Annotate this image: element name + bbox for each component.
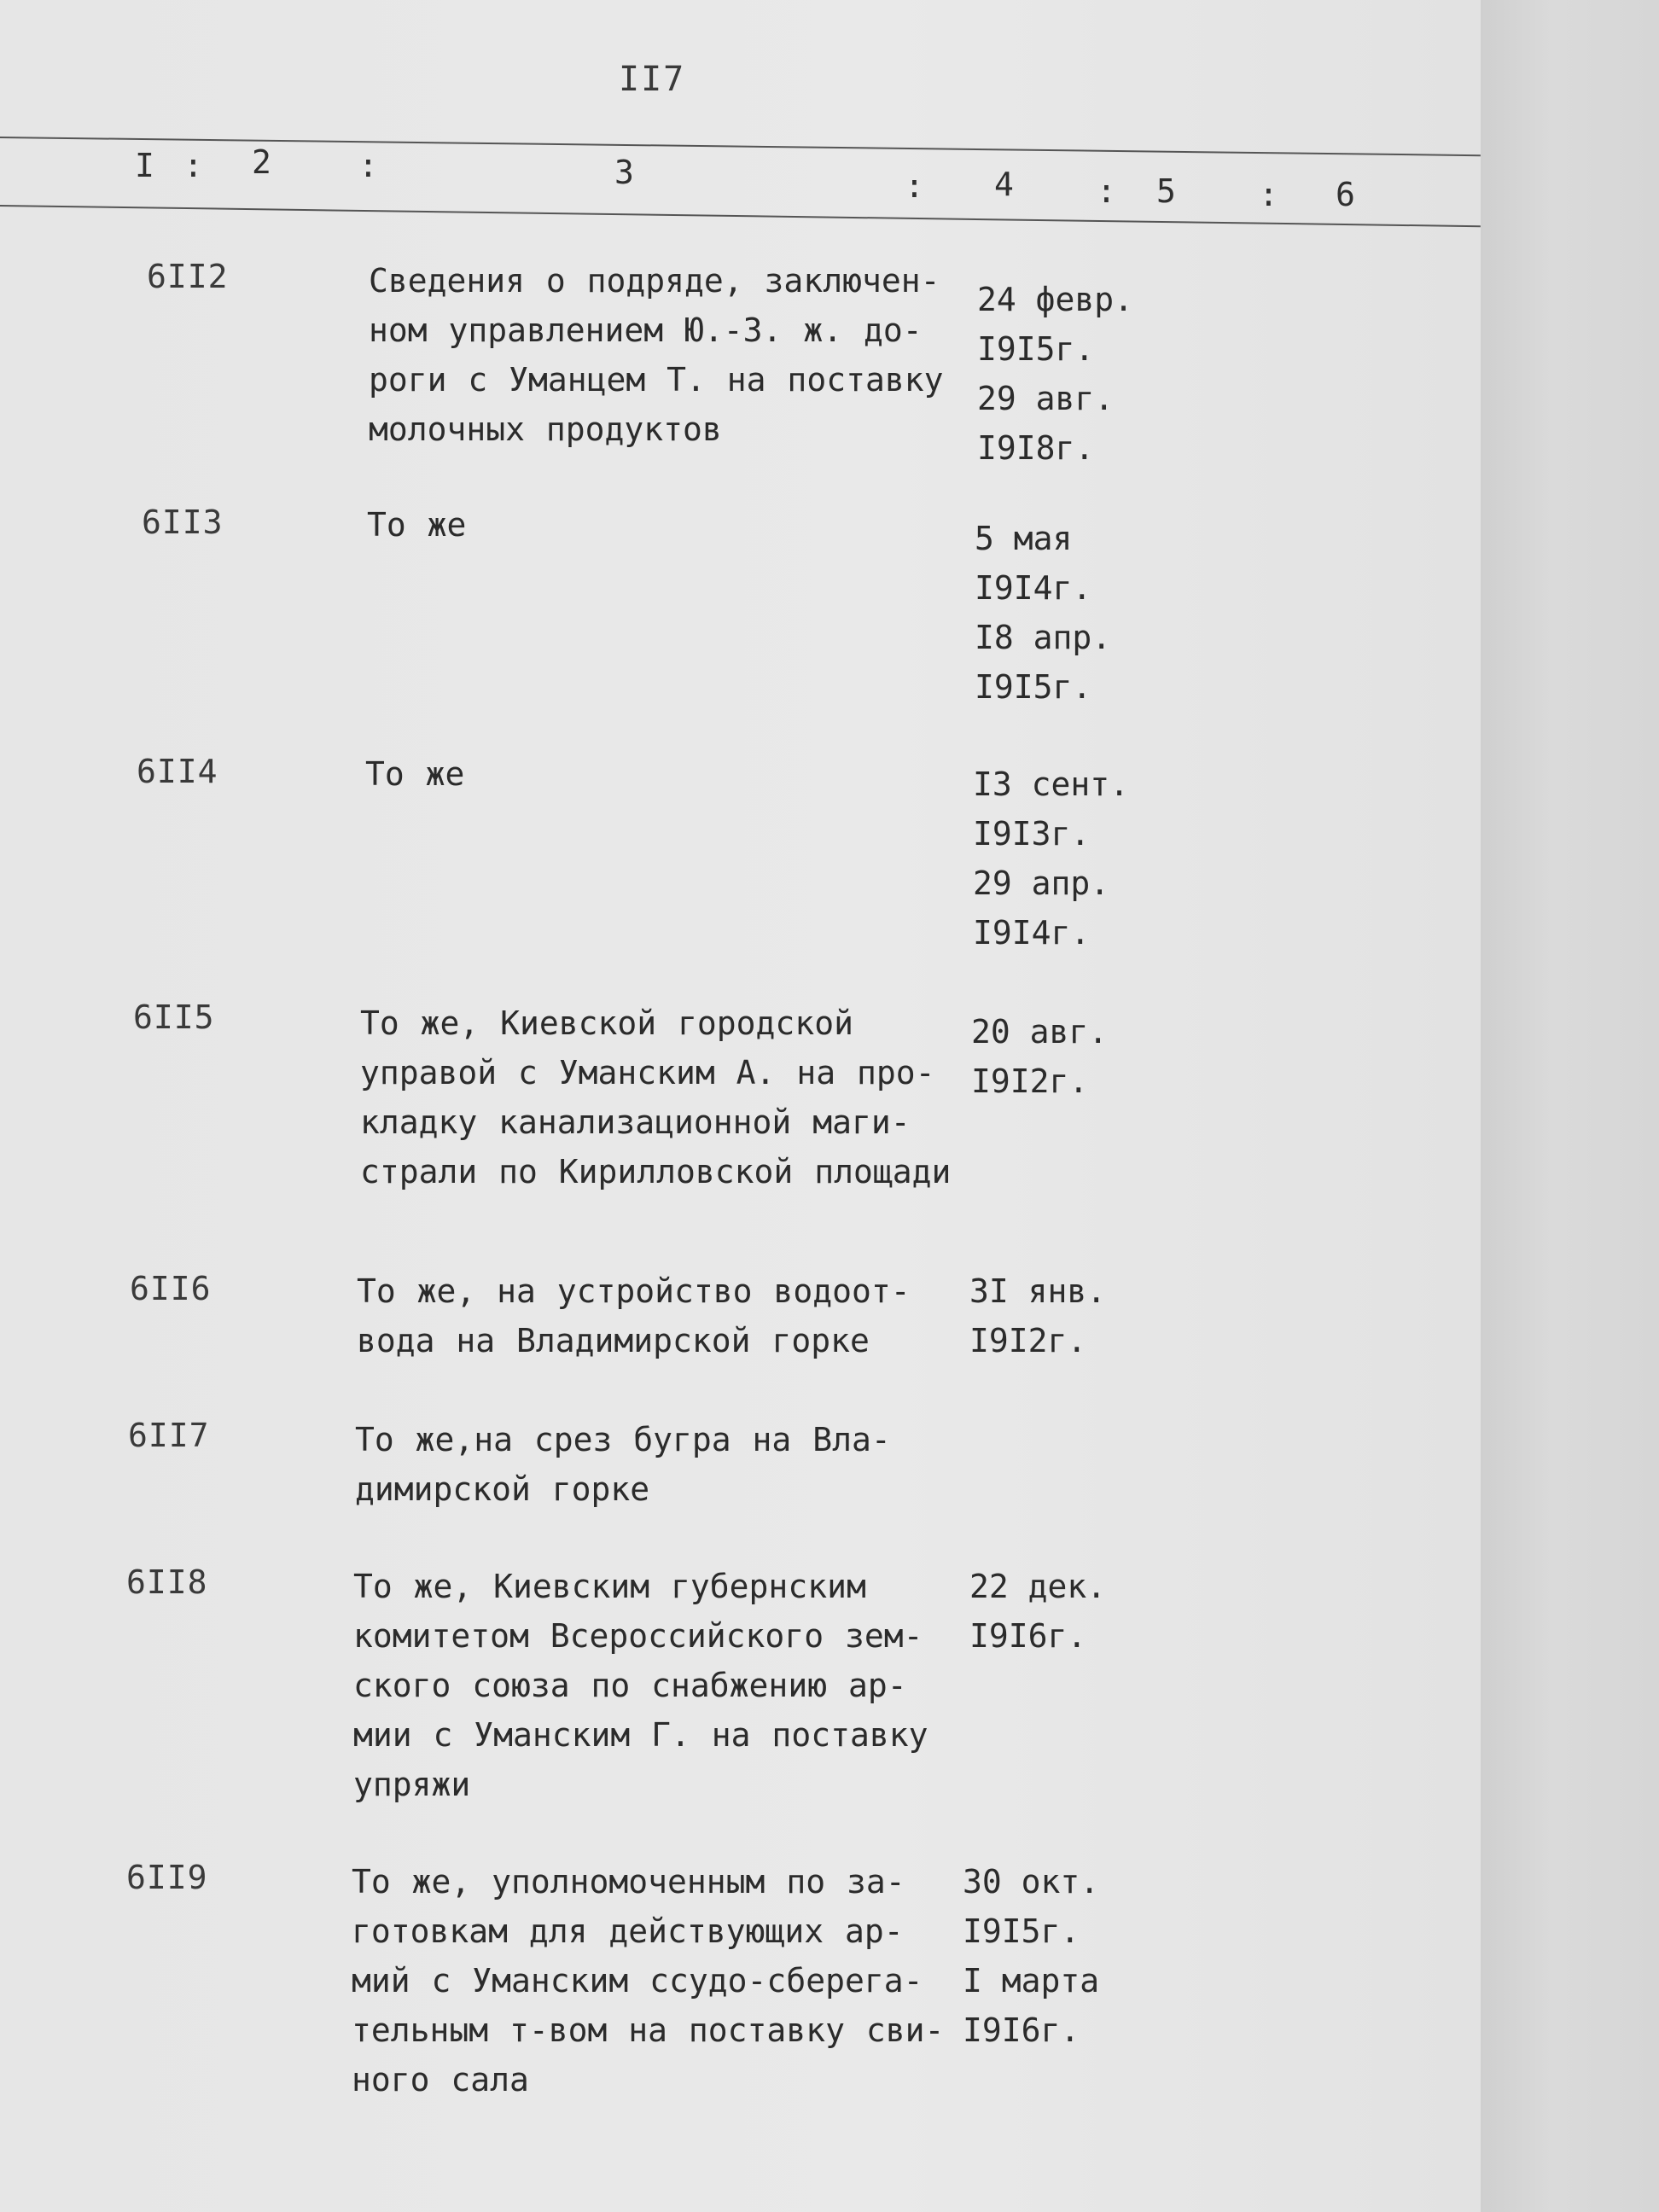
entry-number: 6II7 — [128, 1417, 210, 1454]
entry-description: То же, Киевской городской управой с Уманским А. на про- кладку канализационной маги- страли по Кирилловской площади — [360, 1004, 952, 1190]
entry-dates: 20 авг. I9I2г. — [971, 1013, 1109, 1100]
entry-number: 6II8 — [126, 1563, 208, 1601]
column-header-6: 6 — [1336, 176, 1355, 213]
entry-number: 6II9 — [126, 1859, 208, 1896]
column-header-2: 2 — [252, 143, 271, 181]
entry-description: То же,на срез бугра на Вла- димирской горке — [355, 1421, 891, 1508]
entry-description: То же, уполномоченным по за- готовкам для действующих ар- мий с Уманским ссудо-сберега- тельным т-вом на поставку сви- ного сала — [352, 1863, 945, 2098]
entry-number: 6II6 — [130, 1270, 212, 1307]
entry-dates: I3 сент. I9I3г. 29 апр. I9I4г. — [973, 765, 1130, 952]
entry-dates: 3I янв. I9I2г. — [969, 1272, 1107, 1359]
entry-description: То же, на устройство водоот- вода на Владимирской горке — [357, 1272, 911, 1359]
column-header-4: 4 — [994, 166, 1014, 203]
page-number: II7 — [619, 60, 686, 99]
entry-description: То же, Киевским губернским комитетом Всероссийского зем- ского союза по снабжению ар- мии с Уманским Г. на поставку упряжи — [353, 1568, 928, 1803]
underlying-page-edge — [1481, 0, 1659, 2212]
column-header-separator: : — [905, 167, 924, 205]
entry-dates: 5 мая I9I4г. I8 апр. I9I5г. — [975, 520, 1112, 706]
entry-dates: 30 окт. I9I5г. I марта I9I6г. — [963, 1863, 1100, 2049]
entry-number: 6II3 — [142, 504, 224, 541]
entry-number: 6II4 — [137, 753, 218, 790]
entry-description: То же — [367, 506, 467, 544]
column-header-separator: : — [183, 147, 203, 184]
column-header-separator: : — [358, 147, 378, 184]
column-header-5: 5 — [1156, 172, 1176, 210]
entry-description: То же — [365, 755, 465, 793]
entry-number: 6II2 — [147, 258, 229, 295]
entry-description: Сведения о подряде, заключен- ном управлением Ю.-З. ж. до- роги с Уманцем Т. на поставку молочных продуктов — [369, 262, 944, 448]
entry-dates: 22 дек. I9I6г. — [969, 1568, 1107, 1655]
column-header-separator: : — [1097, 172, 1116, 210]
column-header-separator: : — [1259, 176, 1278, 213]
column-header-1: I — [135, 147, 154, 184]
entry-number: 6II5 — [133, 998, 215, 1036]
column-header-3: 3 — [614, 154, 634, 191]
entry-dates: 24 февр. I9I5г. 29 авг. I9I8г. — [977, 281, 1134, 467]
table-header-top-rule — [0, 137, 1481, 156]
